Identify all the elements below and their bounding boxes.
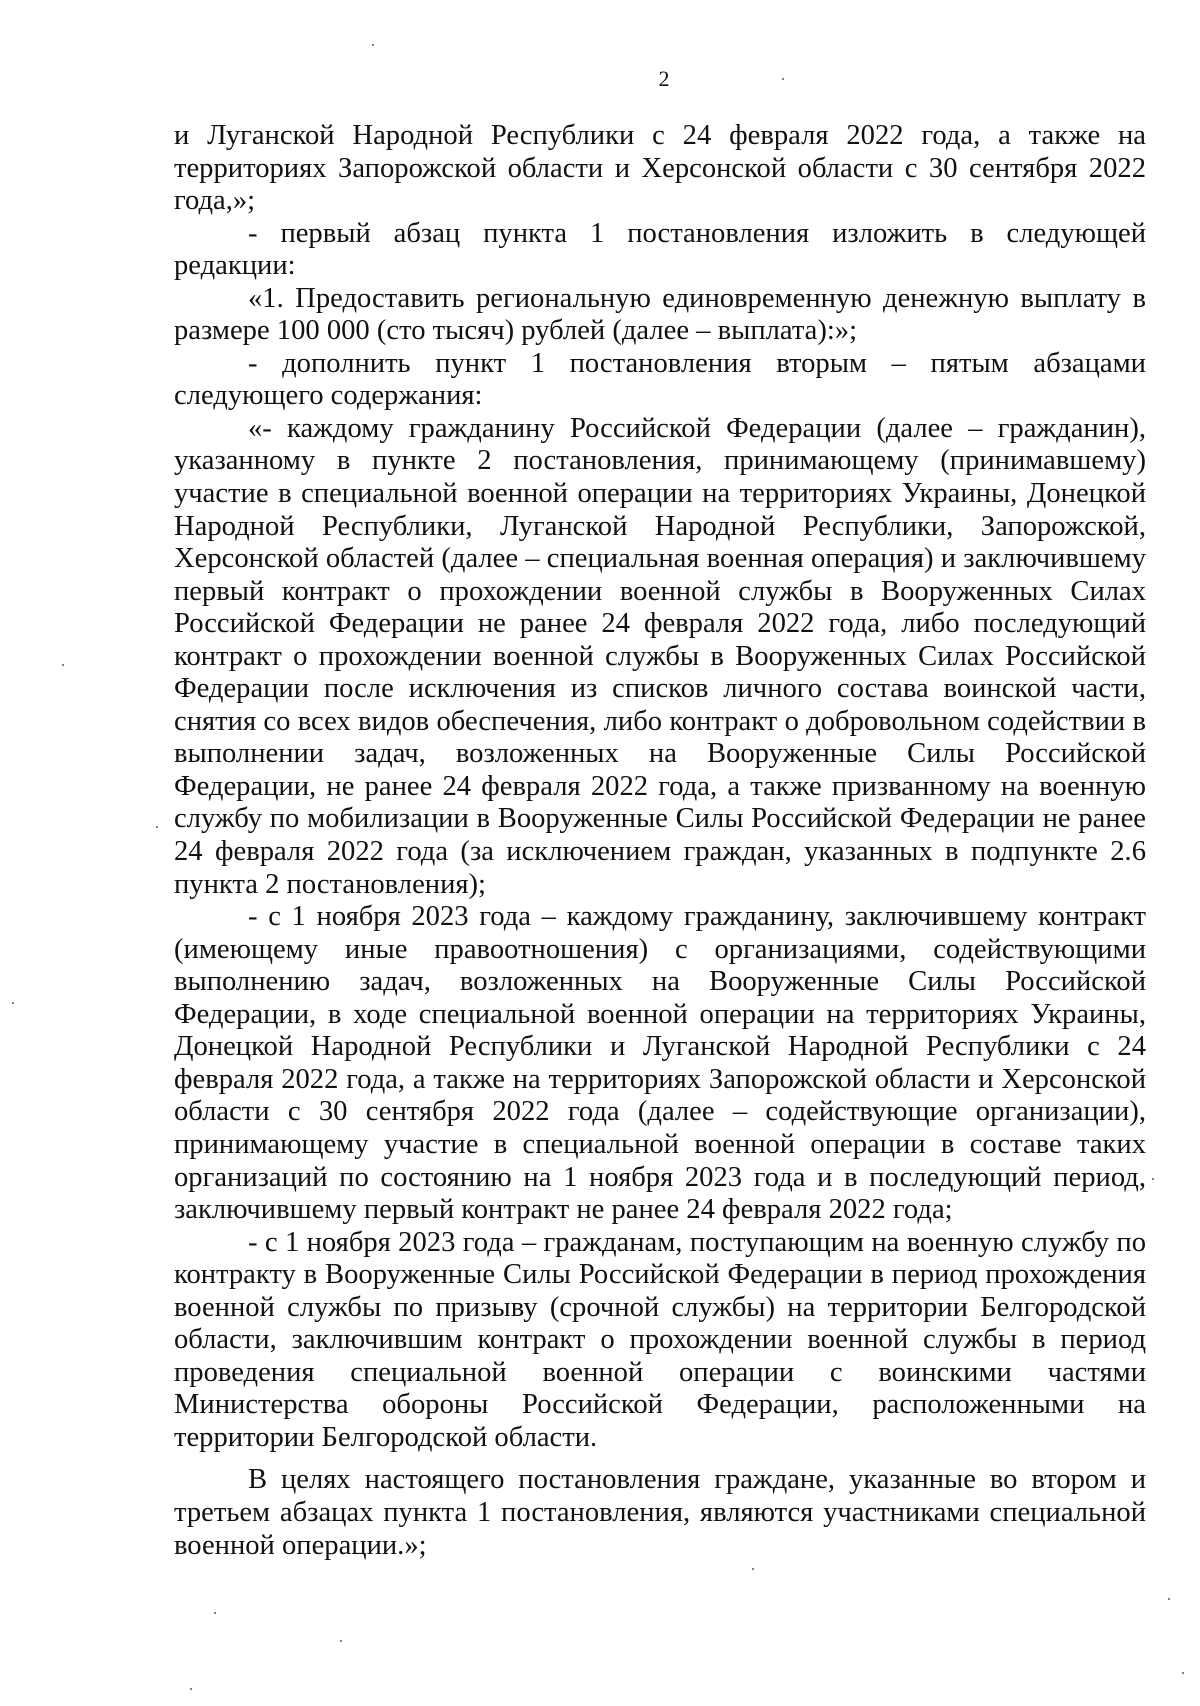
paragraph-from-november-conscripts: - с 1 ноября 2023 года – гражданам, поступающим на военную службу по контракту в Вооруженные Силы Российской Федерации в период прохождения военной службы по призыву (срочной службы) на территории Белгородской области, заключившим контракт о прохождении военной службы в период проведения специальной военной операции с воинскими частями Министерства обороны Российской Федерации, расположенными на территории Белгородской области.	[174, 1226, 1146, 1453]
scan-speck	[1182, 1672, 1184, 1674]
paragraph-amendment-first-abzats: - первый абзац пункта 1 постановления изложить в следующей редакции:	[174, 217, 1146, 282]
scan-speck	[12, 1002, 14, 1004]
paragraph-from-november-organizations: - с 1 ноября 2023 года – каждому гражданину, заключившему контракт (имеющему иные правоотношения) с организациями, содействующими выполнению задач, возложенных на Вооруженные Силы Российской Федерации, в ходе специальной военной операции на территориях Украины, Донецкой Народной Республики и Луганской Народной Республики с 24 февраля 2022 года, а также на территориях Запорожской области и Херсонской области с 30 сентября 2022 года (далее – содействующие организации), принимающему участие в специальной военной операции в составе таких организаций по состоянию на 1 ноября 2023 года и в последующий период, заключившему первый контракт не ранее 24 февраля 2022 года;	[174, 901, 1146, 1226]
paragraph-participants-definition: В целях настоящего постановления граждане, указанные во втором и третьем абзацах пункта 1 постановления, являются участниками специальной военной операции.»;	[174, 1464, 1146, 1561]
page-number: 2	[658, 66, 670, 91]
scan-speck	[156, 826, 158, 828]
scan-speck	[752, 1568, 754, 1570]
scan-speck	[1152, 1178, 1154, 1180]
paragraph-each-citizen: «- каждому гражданину Российской Федерации (далее – гражданин), указанному в пункте 2 постановления, принимающему (принимавшему) участие в специальной военной операции на территориях Украины, Донецкой Народной Республики, Луганской Народной Республики, Запорожской, Херсонской областей (далее – специальная военная операция) и заключившему первый контракт о прохождении военной службы в Вооруженных Силах Российской Федерации не ранее 24 февраля 2022 года, либо последующий контракт о прохождении военной службы в Вооруженных Силах Российской Федерации после исключения из списков личного состава воинской части, снятия со всех видов обеспечения, либо контракт о добровольном содействии в выполнении задач, возложенных на Вооруженные Силы Российской Федерации, не ранее 24 февраля 2022 года, а также призванному на военную службу по мобилизации в Вооруженные Силы Российской Федерации не ранее 24 февраля 2022 года (за исключением граждан, указанных в подпункте 2.6 пункта 2 постановления);	[174, 412, 1146, 900]
scan-speck	[340, 1640, 342, 1642]
scan-speck	[190, 1688, 192, 1690]
scan-speck	[782, 78, 784, 80]
document-body	[174, 120, 1146, 1562]
paragraph-amendment-supplement: - дополнить пункт 1 постановления вторым – пятым абзацами следующего содержания:	[174, 347, 1146, 412]
paragraph-continuation: и Луганской Народной Республики с 24 февраля 2022 года, а также на территориях Запорожской области и Херсонской области с 30 сентября 2022 года,»;	[174, 120, 1146, 217]
scan-speck	[214, 1612, 216, 1614]
scan-speck	[62, 664, 64, 666]
paragraph-quoted-point-1: «1. Предоставить региональную единовременную денежную выплату в размере 100 000 (сто тысяч) рублей (далее – выплата):»;	[174, 282, 1146, 347]
scan-speck	[372, 44, 374, 46]
scan-speck	[1168, 1598, 1170, 1600]
